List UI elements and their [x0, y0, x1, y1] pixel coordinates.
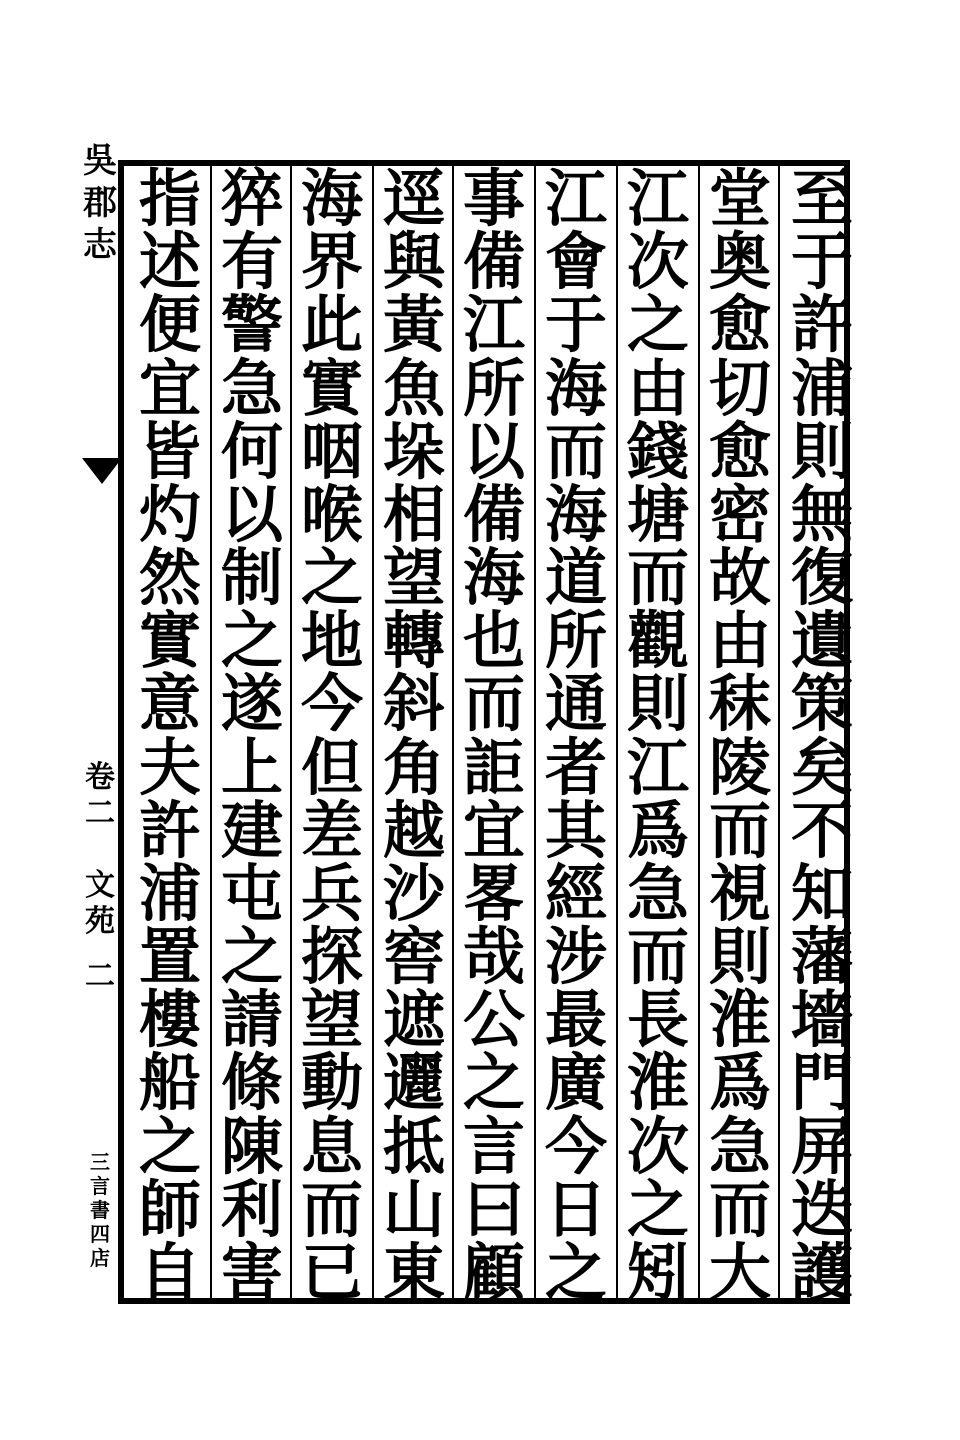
- text-column-9: [130, 162, 210, 1309]
- character: 述: [138, 225, 201, 299]
- margin-section: [80, 760, 120, 940]
- character: 海: [462, 541, 525, 615]
- character: 江: [462, 288, 525, 362]
- character: 愈: [708, 288, 771, 362]
- character: 便: [138, 288, 201, 362]
- text-column-8: [212, 162, 292, 1309]
- character: 山: [382, 1172, 445, 1246]
- character: 之: [138, 1109, 201, 1183]
- character: 策: [790, 667, 853, 741]
- character: 矧: [626, 1235, 689, 1309]
- character: 遺: [790, 604, 853, 678]
- character: 爲: [626, 793, 689, 867]
- character: 利: [220, 1172, 283, 1246]
- margin-character: 志: [83, 225, 117, 265]
- character: 之: [544, 1235, 607, 1309]
- margin-page-number: [80, 960, 120, 994]
- character: 浦: [790, 351, 853, 425]
- margin-character: 四: [90, 1222, 110, 1246]
- margin-character: 店: [90, 1246, 110, 1270]
- character: 廣: [544, 1046, 607, 1120]
- character: 經: [544, 856, 607, 930]
- character: 遂: [220, 667, 283, 741]
- character: 之: [626, 1172, 689, 1246]
- character: 指: [138, 162, 201, 235]
- character: 轉: [382, 604, 445, 678]
- character: 遮: [382, 983, 445, 1057]
- character: 但: [300, 730, 363, 804]
- character: 無: [790, 477, 853, 551]
- character: 垛: [382, 414, 445, 488]
- character: 日: [544, 1172, 607, 1246]
- character: 斜: [382, 667, 445, 741]
- character: 之: [220, 604, 283, 678]
- margin-character: 吳: [83, 141, 117, 181]
- character: 條: [220, 1046, 283, 1120]
- character: 而: [626, 541, 689, 615]
- character: 船: [138, 1046, 201, 1120]
- block-heart-margin: [80, 140, 120, 1310]
- character: 備: [462, 225, 525, 299]
- character: 門: [790, 1046, 853, 1120]
- character: 詎: [462, 730, 525, 804]
- character: 海: [300, 162, 363, 235]
- character: 江: [544, 162, 607, 235]
- character: 由: [708, 604, 771, 678]
- character: 許: [790, 288, 853, 362]
- character: 以: [220, 477, 283, 551]
- character: 海: [544, 351, 607, 425]
- character: 今: [300, 667, 363, 741]
- character: 顧: [462, 1235, 525, 1309]
- character: 喉: [300, 477, 363, 551]
- character: 黃: [382, 288, 445, 362]
- character: 地: [300, 604, 363, 678]
- character: 何: [220, 414, 283, 488]
- character: 最: [544, 983, 607, 1057]
- character: 皆: [138, 414, 201, 488]
- character: 則: [626, 667, 689, 741]
- character: 觀: [626, 604, 689, 678]
- character: 探: [300, 920, 363, 994]
- character: 畧: [462, 856, 525, 930]
- character: 也: [462, 604, 525, 678]
- character: 宜: [138, 351, 201, 425]
- character: 浦: [138, 856, 201, 930]
- character: 由: [626, 351, 689, 425]
- character: 意: [138, 667, 201, 741]
- character: 界: [300, 225, 363, 299]
- character: 所: [544, 604, 607, 678]
- character: 宜: [462, 793, 525, 867]
- character: 今: [544, 1109, 607, 1183]
- margin-character: 三: [90, 1150, 110, 1174]
- character: 然: [138, 541, 201, 615]
- character: 公: [462, 983, 525, 1057]
- character: 則: [708, 920, 771, 994]
- margin-character: 郡: [83, 183, 117, 223]
- character: 急: [220, 351, 283, 425]
- character: 秣: [708, 667, 771, 741]
- character: 魚: [382, 351, 445, 425]
- character: 次: [626, 225, 689, 299]
- character: 實: [300, 351, 363, 425]
- character: 許: [138, 793, 201, 867]
- character: 息: [300, 1109, 363, 1183]
- character: 急: [626, 856, 689, 930]
- character: 而: [462, 667, 525, 741]
- character: 言: [462, 1109, 525, 1183]
- character: 實: [138, 604, 201, 678]
- character: 急: [708, 1109, 771, 1183]
- character: 墻: [790, 983, 853, 1057]
- character: 而: [300, 1172, 363, 1246]
- character: 迭: [790, 1172, 853, 1246]
- character: 次: [626, 1109, 689, 1183]
- text-column-4: [536, 162, 616, 1309]
- character: 之: [462, 1046, 525, 1120]
- character: 夫: [138, 730, 201, 804]
- character: 屏: [790, 1109, 853, 1183]
- margin-character: 言: [90, 1174, 110, 1198]
- character: 錢: [626, 414, 689, 488]
- character: 會: [544, 225, 607, 299]
- character: 長: [626, 983, 689, 1057]
- margin-character: 二: [85, 959, 115, 994]
- character: 奥: [708, 225, 771, 299]
- character: 爲: [708, 1046, 771, 1120]
- character: 事: [462, 162, 525, 235]
- character: 陳: [220, 1109, 283, 1183]
- character: 屯: [220, 856, 283, 930]
- margin-character: 文: [85, 868, 115, 903]
- character: 望: [382, 541, 445, 615]
- character: 淮: [626, 1046, 689, 1120]
- character: 邐: [382, 1046, 445, 1120]
- character: 相: [382, 477, 445, 551]
- character: 而: [708, 1172, 771, 1246]
- character: 越: [382, 793, 445, 867]
- character: 視: [708, 856, 771, 930]
- character: 涉: [544, 920, 607, 994]
- character: 沙: [382, 856, 445, 930]
- character: 塘: [626, 477, 689, 551]
- character: 逕: [382, 162, 445, 235]
- character: 制: [220, 541, 283, 615]
- character: 之: [626, 288, 689, 362]
- character: 大: [708, 1235, 771, 1309]
- character: 其: [544, 793, 607, 867]
- character: 窖: [382, 920, 445, 994]
- character: 請: [220, 983, 283, 1057]
- character: 警: [220, 288, 283, 362]
- character: 差: [300, 793, 363, 867]
- character: 哉: [462, 920, 525, 994]
- character: 江: [626, 730, 689, 804]
- character: 故: [708, 541, 771, 615]
- character: 已: [300, 1235, 363, 1309]
- character: 道: [544, 541, 607, 615]
- character: 灼: [138, 477, 201, 551]
- character: 復: [790, 541, 853, 615]
- character: 之: [220, 920, 283, 994]
- character: 通: [544, 667, 607, 741]
- character: 兵: [300, 856, 363, 930]
- text-column-6: [374, 162, 454, 1309]
- character: 堂: [708, 162, 771, 235]
- character: 知: [790, 856, 853, 930]
- character: 上: [220, 730, 283, 804]
- margin-title: [80, 140, 120, 266]
- margin-character: 苑: [85, 904, 115, 939]
- character: 與: [382, 225, 445, 299]
- character: 以: [462, 414, 525, 488]
- character: 而: [626, 920, 689, 994]
- character: 害: [220, 1235, 283, 1309]
- character: 望: [300, 983, 363, 1057]
- character: 東: [382, 1235, 445, 1309]
- margin-character: 二: [85, 796, 115, 831]
- character: 切: [708, 351, 771, 425]
- character: 樓: [138, 983, 201, 1057]
- text-column-7: [292, 162, 372, 1309]
- character: 此: [300, 288, 363, 362]
- character: 于: [790, 225, 853, 299]
- character: 之: [300, 541, 363, 615]
- text-column-2: [700, 162, 780, 1309]
- character: 淮: [708, 983, 771, 1057]
- character: 自: [138, 1235, 201, 1309]
- character: 建: [220, 793, 283, 867]
- character: 有: [220, 225, 283, 299]
- text-column-5: [454, 162, 534, 1309]
- character: 密: [708, 477, 771, 551]
- character: 則: [790, 414, 853, 488]
- character: 而: [544, 414, 607, 488]
- character: 陵: [708, 730, 771, 804]
- character: 曰: [462, 1172, 525, 1246]
- character: 愈: [708, 414, 771, 488]
- character: 咽: [300, 414, 363, 488]
- character: 而: [708, 793, 771, 867]
- character: 者: [544, 730, 607, 804]
- character: 動: [300, 1046, 363, 1120]
- character: 角: [382, 730, 445, 804]
- margin-character: 卷: [85, 760, 115, 795]
- margin-publisher: [80, 1150, 120, 1270]
- character: 置: [138, 920, 201, 994]
- character: 所: [462, 351, 525, 425]
- character: 矣: [790, 730, 853, 804]
- character: 江: [626, 162, 689, 235]
- margin-character: [95, 832, 105, 868]
- character: 藩: [790, 920, 853, 994]
- character: 抵: [382, 1109, 445, 1183]
- text-column-3: [618, 162, 698, 1309]
- character: 備: [462, 477, 525, 551]
- character: 護: [790, 1235, 853, 1309]
- fishtail-mark: [82, 458, 122, 484]
- text-column-1: [782, 162, 862, 1309]
- character: 海: [544, 477, 607, 551]
- character: 猝: [220, 162, 283, 235]
- margin-character: 書: [90, 1198, 110, 1222]
- character: 至: [790, 162, 853, 235]
- character: 不: [790, 793, 853, 867]
- character: 于: [544, 288, 607, 362]
- character: 師: [138, 1172, 201, 1246]
